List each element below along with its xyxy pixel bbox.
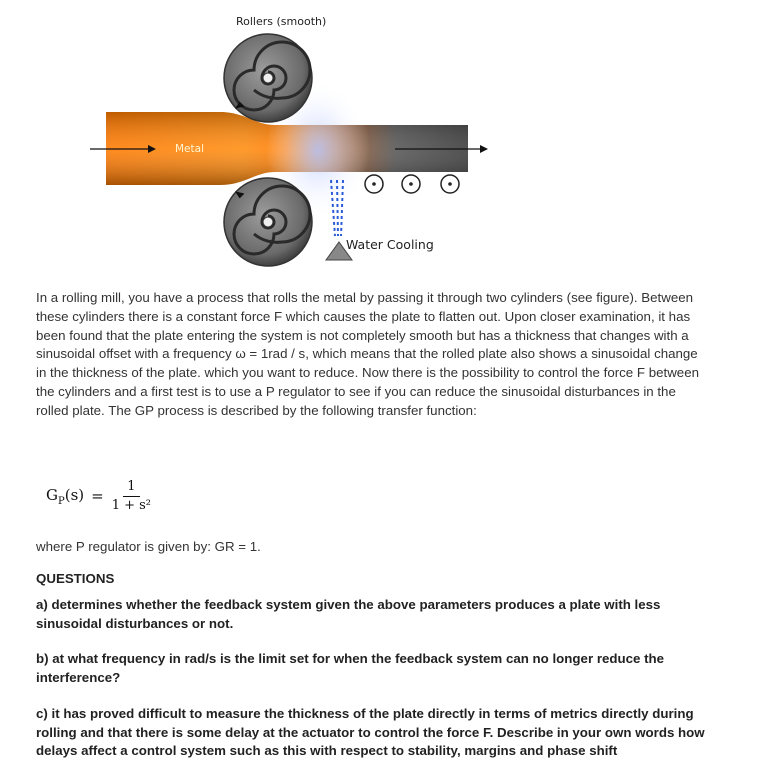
regulator-text: where P regulator is given by: GR = 1.: [36, 539, 261, 554]
top-roller: [224, 34, 312, 122]
formula-denominator: 1 + s²: [111, 498, 152, 513]
questions-heading: QUESTIONS: [36, 571, 115, 586]
metal-label: Metal: [175, 143, 204, 155]
question-c: c) it has proved difficult to measure the thickness of the plate directly in terms of metrics directly during rolling and that there is some delay at the actuator to control the force F. Describe in your own words how delays affect a control system such as this with respect to stability, margins and phase shift: [36, 706, 705, 758]
formula-numerator: 1: [123, 479, 139, 497]
question-a: a) determines whether the feedback system given the above parameters produces a plate with less sinusoidal disturbances or not.: [36, 597, 661, 631]
intro-paragraph: In a rolling mill, you have a process that rolls the metal by passing it through two cylinders (see figure). Between these cylinders there is a constant force F which causes the plate to flatten out. Upon closer examination, it has been found that the plate entering the system is not completely smooth but has a thickness that changes with a sinusoidal offset with a frequency ω = 1rad / s, which means that the rolled plate also shows a sinusoidal change in the thickness of the plate. which you want to reduce. Now there is the possibility to control the force F between the cylinders and a first test is to use a P regulator to see if you can reduce the sinusoidal disturbances in the rolled plate. The GP process is described by the following transfer function:: [36, 290, 699, 418]
water-cooling-label: Water Cooling: [346, 237, 434, 252]
question-b: b) at what frequency in rad/s is the limit set for when the feedback system can no longer reduce the interference?: [36, 651, 665, 685]
rollers-label: Rollers (smooth): [236, 15, 327, 28]
formula-fraction: [112, 479, 151, 513]
formula-equals: =: [91, 487, 104, 505]
formula-lhs: $G_P(s)$: [46, 485, 85, 507]
bottom-roller: [224, 178, 312, 266]
transfer-function: [46, 474, 151, 518]
rolling-mill-figure: [0, 0, 759, 280]
